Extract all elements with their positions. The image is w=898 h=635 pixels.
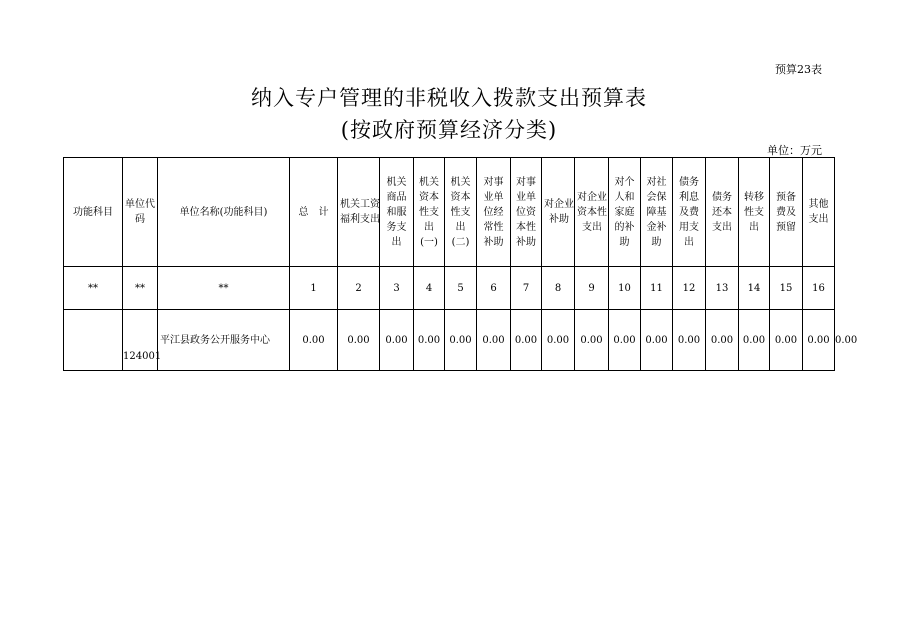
budget-table [63, 157, 858, 371]
col-header-other: 其他支出 [803, 158, 835, 267]
value-cell: 0.00 [739, 310, 770, 371]
value-cell: 0.00 [641, 310, 673, 371]
col-header-inst-regular: 对事业单位经常性补助 [477, 158, 511, 267]
table-row: 124001 平江县政务公开服务中心 0.00 0.00 0.00 0.00 0.00 0.00 0.00 0.00 0.00 0.00 0.00 0.00 0.00 0.00 0.00 0.00 0.00 [64, 310, 835, 371]
seq-cell: 13 [706, 267, 739, 310]
value-cell: 0.00 [575, 310, 609, 371]
col-header-enterprise-capital: 对企业资本性支出 [575, 158, 609, 267]
value-cell: 0.00 [477, 310, 511, 371]
seq-cell: 16 [803, 267, 835, 310]
sequence-row [64, 267, 835, 310]
seq-cell: 1 [290, 267, 338, 310]
seq-cell: 11 [641, 267, 673, 310]
seq-cell: 15 [770, 267, 803, 310]
value-cell: 0.00 [414, 310, 445, 371]
seq-cell: 8 [542, 267, 575, 310]
col-header-household: 对个人和家庭的补助 [609, 158, 641, 267]
page-subtitle: (按政府预算经济分类) [340, 118, 558, 142]
col-header-unit-code: 单位代码 [123, 158, 158, 267]
value-cell: 0.00 [770, 310, 803, 371]
seq-cell: 14 [739, 267, 770, 310]
value-cell: 0.00 [511, 310, 542, 371]
seq-cell: 2 [338, 267, 380, 310]
seq-cell: 6 [477, 267, 511, 310]
page-title: 纳入专户管理的非税收入拨款支出预算表 [251, 86, 647, 110]
value-cell: 0.00 [803, 310, 835, 371]
seq-cell: ** [158, 267, 290, 310]
col-header-debt-interest: 债务利息及费用支出 [673, 158, 706, 267]
seq-cell: 5 [445, 267, 477, 310]
col-header-func-subject: 功能科目 [64, 158, 123, 267]
col-header-capital-2: 机关资本性支出(二) [445, 158, 477, 267]
value-cell: 0.00 [706, 310, 739, 371]
seq-cell: ** [123, 267, 158, 310]
func-subject-cell [64, 310, 123, 371]
col-header-salary: 机关工资福利支出 [338, 158, 380, 267]
value-cell: 0.00 [609, 310, 641, 371]
table-number: 预算23表 [775, 63, 822, 76]
seq-cell: ** [64, 267, 123, 310]
col-header-capital-1: 机关资本性支出(一) [414, 158, 445, 267]
col-header-social-security: 对社会保障基金补助 [641, 158, 673, 267]
col-header-enterprise-subsidy: 对企业补助 [542, 158, 575, 267]
col-header-unit-name: 单位名称(功能科目) [158, 158, 290, 267]
col-header-debt-principal: 债务还本支出 [706, 158, 739, 267]
header-row [64, 158, 835, 267]
value-cell: 0.00 [673, 310, 706, 371]
value-cell: 0.00 [445, 310, 477, 371]
unit-code-cell: 124001 [123, 310, 158, 371]
seq-cell: 10 [609, 267, 641, 310]
col-header-total: 总 计 [290, 158, 338, 267]
seq-cell: 7 [511, 267, 542, 310]
seq-cell: 9 [575, 267, 609, 310]
col-header-goods-services: 机关商品和服务支出 [380, 158, 414, 267]
col-header-reserve: 预备费及预留 [770, 158, 803, 267]
col-header-inst-capital: 对事业单位资本性补助 [511, 158, 542, 267]
value-cell-total: 0.00 [290, 310, 338, 371]
unit-label: 单位：万元 [767, 144, 822, 157]
seq-cell: 12 [673, 267, 706, 310]
value-cell: 0.00 [338, 310, 380, 371]
value-cell: 0.00 [380, 310, 414, 371]
col-header-transfer: 转移性支出 [739, 158, 770, 267]
unit-name-cell: 平江县政务公开服务中心 [158, 310, 290, 371]
seq-cell: 4 [414, 267, 445, 310]
value-cell: 0.00 [542, 310, 575, 371]
seq-cell: 3 [380, 267, 414, 310]
